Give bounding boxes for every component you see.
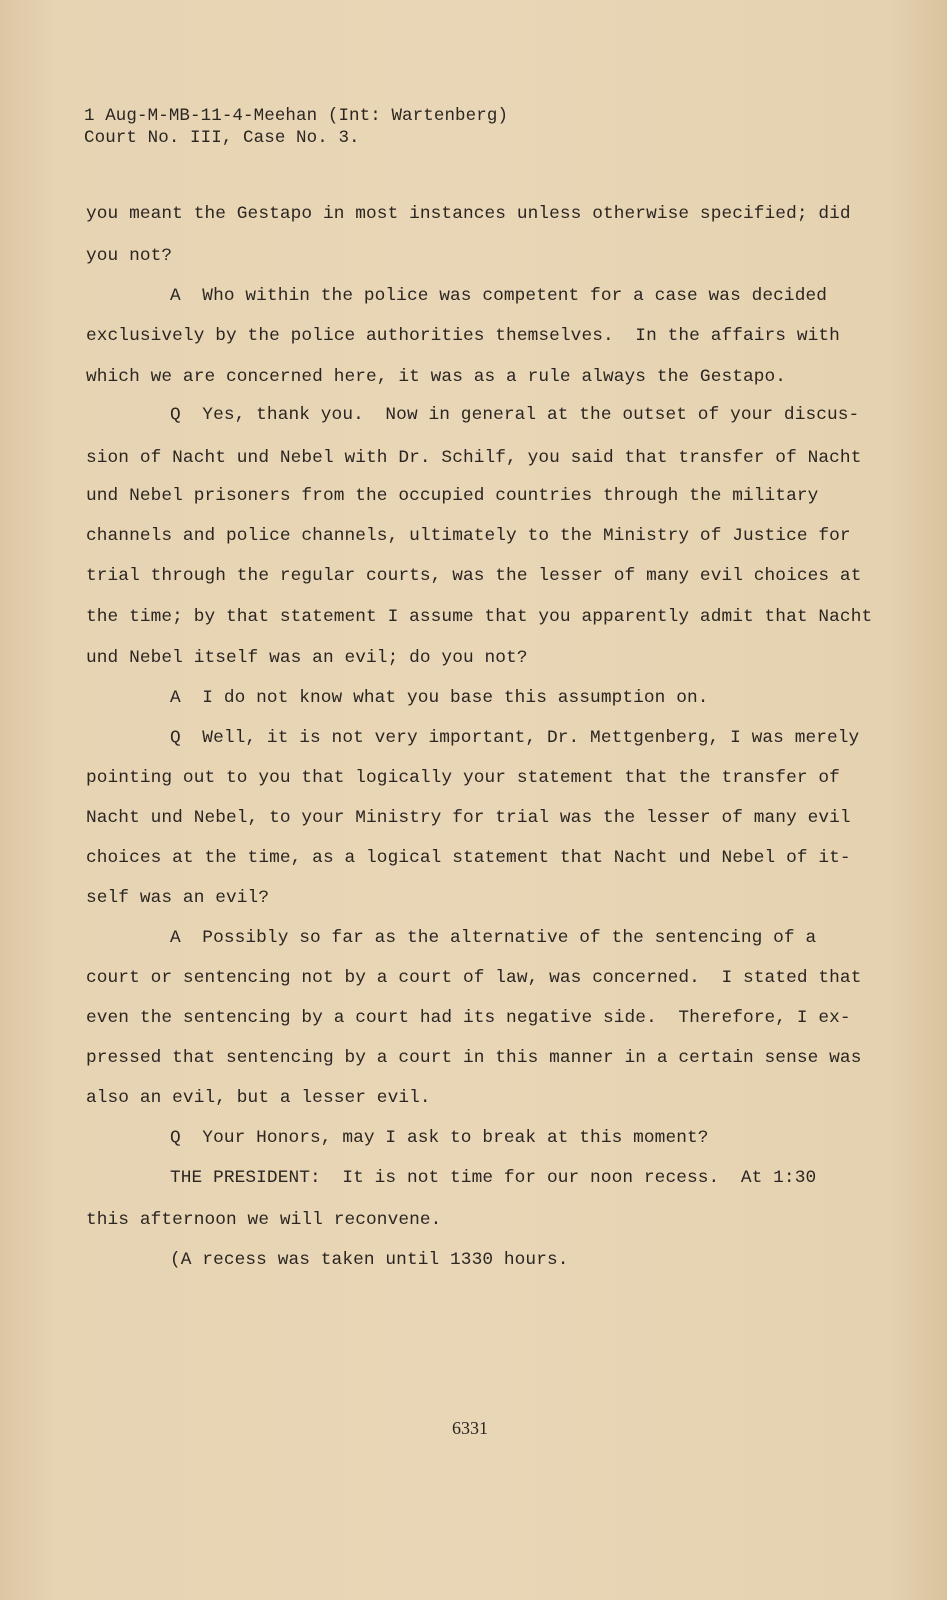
transcript-line: court or sentencing not by a court of law, was concerned. I stated that (86, 968, 862, 988)
transcript-line: Q Yes, thank you. Now in general at the outset of your discus- (170, 405, 860, 425)
transcript-line: sion of Nacht und Nebel with Dr. Schilf, you said that transfer of Nacht (86, 448, 862, 468)
transcript-line: und Nebel prisoners from the occupied countries through the military (86, 486, 819, 506)
transcript-line: A Who within the police was competent for a case was decided (170, 286, 827, 306)
transcript-line: this afternoon we will reconvene. (86, 1210, 442, 1230)
transcript-line: you not? (86, 246, 173, 266)
transcript-line: und Nebel itself was an evil; do you not? (86, 648, 528, 668)
transcript-line: you meant the Gestapo in most instances unless otherwise specified; did (86, 204, 851, 224)
transcript-line: Q Well, it is not very important, Dr. Mettgenberg, I was merely (170, 728, 860, 748)
transcript-line: THE PRESIDENT: It is not time for our noon recess. At 1:30 (170, 1168, 817, 1188)
transcript-line: choices at the time, as a logical statement that Nacht und Nebel of it- (86, 848, 851, 868)
transcript-line: Nacht und Nebel, to your Ministry for trial was the lesser of many evil (86, 808, 851, 828)
transcript-line: A Possibly so far as the alternative of the sentencing of a (170, 928, 817, 948)
transcript-line: self was an evil? (86, 888, 270, 908)
transcript-line: even the sentencing by a court had its negative side. Therefore, I ex- (86, 1008, 851, 1028)
transcript-line: exclusively by the police authorities themselves. In the affairs with (86, 326, 840, 346)
transcript-line: pressed that sentencing by a court in this manner in a certain sense was (86, 1048, 862, 1068)
transcript-line: pointing out to you that logically your statement that the transfer of (86, 768, 840, 788)
page-number: 6331 (452, 1418, 488, 1438)
transcript-line: (A recess was taken until 1330 hours. (170, 1250, 569, 1270)
header-line-2: Court No. III, Case No. 3. (84, 128, 360, 148)
transcript-line: the time; by that statement I assume that you apparently admit that Nacht (86, 607, 873, 627)
transcript-line: also an evil, but a lesser evil. (86, 1088, 431, 1108)
transcript-line: Q Your Honors, may I ask to break at this moment? (170, 1128, 709, 1148)
transcript-line: A I do not know what you base this assumption on. (170, 688, 709, 708)
transcript-line: which we are concerned here, it was as a rule always the Gestapo. (86, 367, 787, 387)
transcript-line: trial through the regular courts, was the lesser of many evil choices at (86, 566, 862, 586)
transcript-line: channels and police channels, ultimately to the Ministry of Justice for (86, 526, 851, 546)
header-line-1: 1 Aug-M-MB-11-4-Meehan (Int: Wartenberg) (84, 106, 509, 126)
